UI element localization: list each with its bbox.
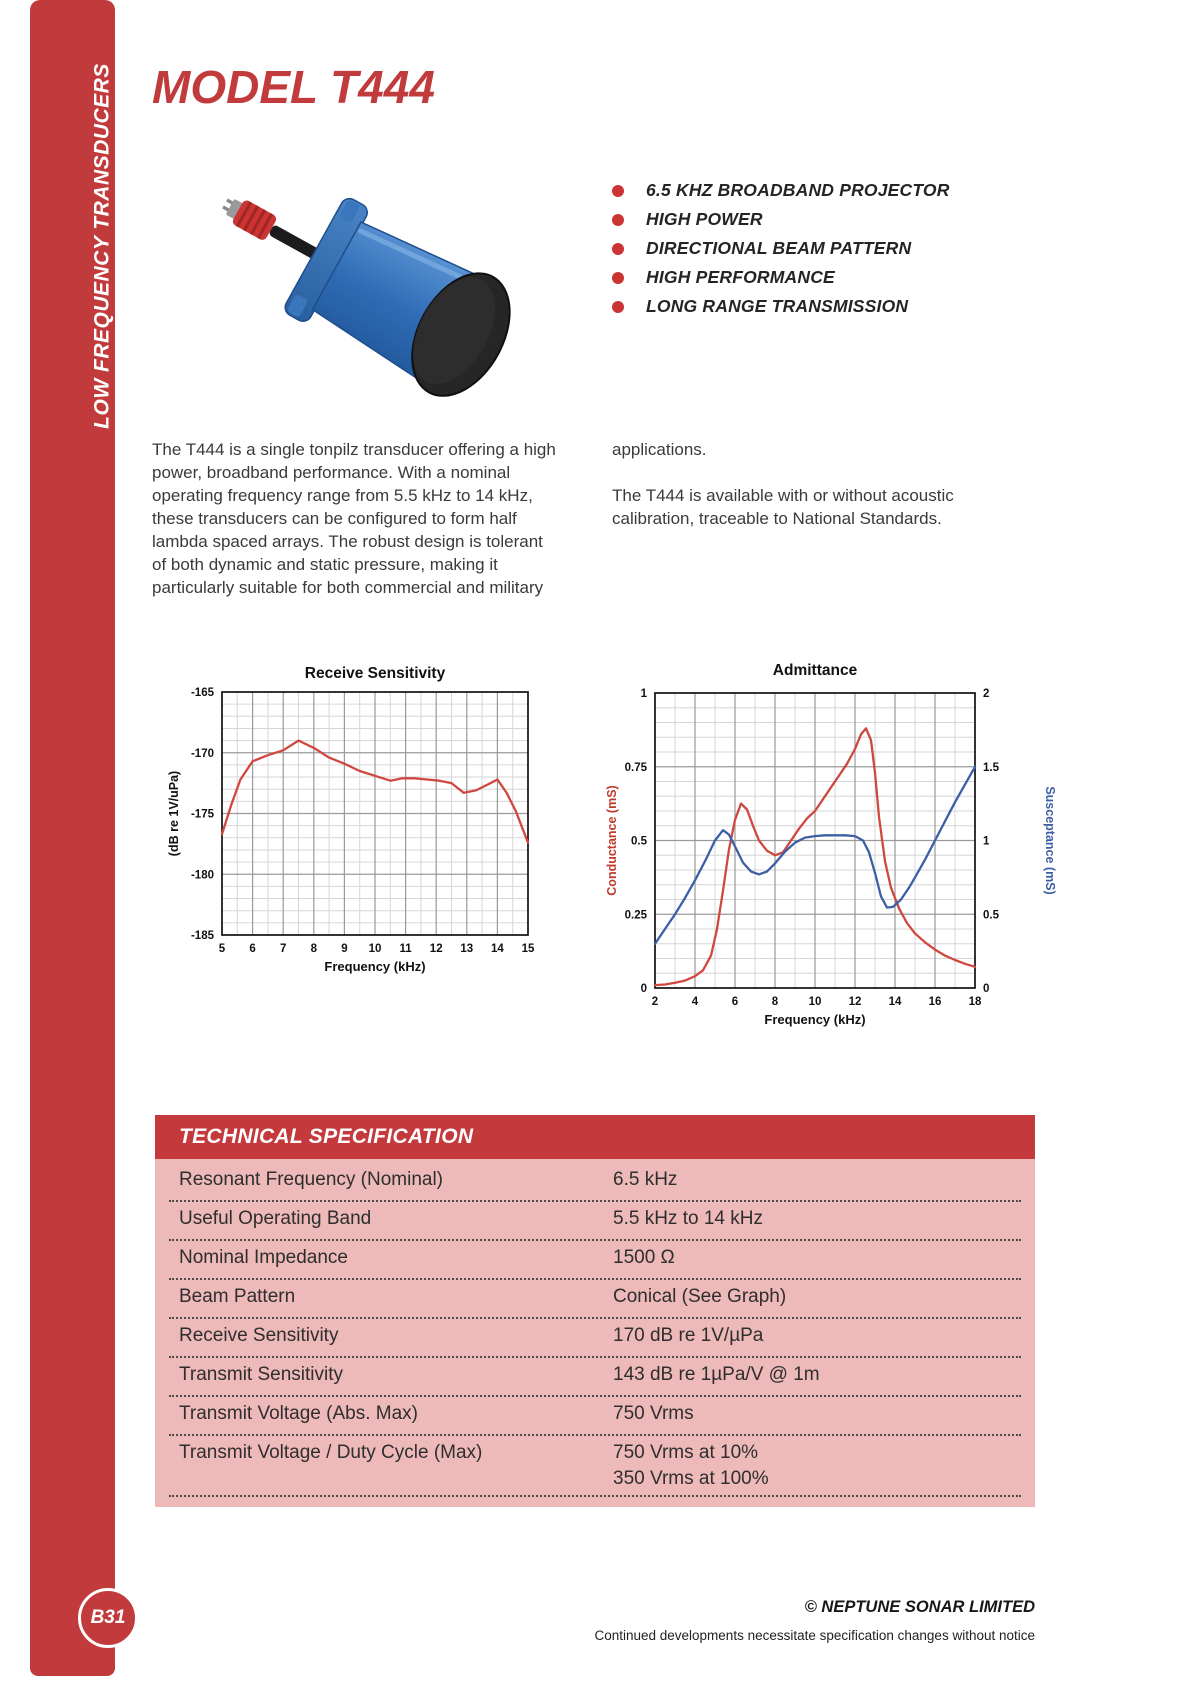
svg-text:(dB re 1V/uPa): (dB re 1V/uPa) bbox=[167, 770, 181, 857]
feature-label: DIRECTIONAL BEAM PATTERN bbox=[646, 238, 912, 258]
svg-text:10: 10 bbox=[808, 996, 822, 1008]
sidebar bbox=[30, 0, 115, 1676]
svg-text:Admittance: Admittance bbox=[772, 662, 858, 679]
svg-text:12: 12 bbox=[429, 943, 443, 955]
spec-row bbox=[169, 1397, 1021, 1436]
svg-text:1: 1 bbox=[640, 688, 647, 700]
feature-item bbox=[612, 292, 1052, 321]
svg-text:2: 2 bbox=[983, 688, 990, 700]
feature-label: HIGH PERFORMANCE bbox=[646, 267, 835, 287]
svg-text:5: 5 bbox=[218, 943, 226, 955]
svg-text:-170: -170 bbox=[190, 747, 214, 760]
svg-text:Susceptance (mS): Susceptance (mS) bbox=[1043, 786, 1057, 895]
feature-item bbox=[612, 205, 1052, 234]
svg-text:Conductance (mS): Conductance (mS) bbox=[605, 785, 619, 896]
feature-list bbox=[612, 176, 1052, 321]
bullet-icon bbox=[612, 243, 624, 255]
spec-header: TECHNICAL SPECIFICATION bbox=[155, 1115, 1035, 1159]
feature-item bbox=[612, 176, 1052, 205]
feature-label: LONG RANGE TRANSMISSION bbox=[646, 296, 909, 316]
product-photo bbox=[195, 168, 555, 448]
svg-text:0.5: 0.5 bbox=[983, 909, 999, 922]
svg-text:14: 14 bbox=[491, 943, 504, 955]
bullet-icon bbox=[612, 301, 624, 313]
svg-text:6: 6 bbox=[731, 996, 739, 1008]
spec-row bbox=[169, 1163, 1021, 1202]
page-number-badge: B31 bbox=[78, 1588, 138, 1648]
svg-text:14: 14 bbox=[888, 996, 902, 1008]
spec-row-label: Transmit Voltage (Abs. Max) bbox=[179, 1403, 418, 1424]
feature-item bbox=[612, 234, 1052, 263]
spec-panel bbox=[155, 1115, 1035, 1507]
svg-text:0.5: 0.5 bbox=[631, 835, 647, 848]
spec-row-label: Useful Operating Band bbox=[179, 1208, 372, 1229]
svg-text:Receive Sensitivity: Receive Sensitivity bbox=[304, 665, 446, 682]
svg-text:0: 0 bbox=[640, 983, 647, 995]
svg-text:8: 8 bbox=[310, 943, 318, 955]
svg-text:13: 13 bbox=[460, 943, 474, 955]
svg-text:1: 1 bbox=[983, 835, 990, 848]
svg-text:16: 16 bbox=[928, 996, 942, 1008]
transducer-illustration bbox=[195, 168, 555, 448]
svg-text:1.5: 1.5 bbox=[983, 761, 999, 774]
copyright: © NEPTUNE SONAR LIMITED bbox=[804, 1598, 1035, 1616]
receive-sensitivity-chart bbox=[162, 658, 572, 988]
svg-text:11: 11 bbox=[399, 943, 412, 955]
bullet-icon bbox=[612, 185, 624, 197]
spec-row-value: 6.5 kHz bbox=[613, 1169, 678, 1190]
bullet-icon bbox=[612, 214, 624, 226]
spec-row-label: Beam Pattern bbox=[179, 1286, 296, 1307]
svg-text:7: 7 bbox=[279, 943, 287, 955]
spec-row-value: 750 Vrms bbox=[613, 1403, 694, 1424]
spec-row bbox=[169, 1202, 1021, 1241]
spec-row bbox=[169, 1358, 1021, 1397]
description-col1: The T444 is a single tonpilz transducer offering a high power, broadband performance. With a nominal operating frequency range from 5.5 kHz to 14 kHz, these transducers can be configured to form half lambda spaced arrays. The robust design is tolerant of both dynamic and static pressure, making it particularly suitable for both commercial and military bbox=[152, 440, 556, 597]
spec-row bbox=[169, 1436, 1021, 1497]
svg-text:2: 2 bbox=[651, 996, 659, 1008]
spec-table bbox=[155, 1159, 1035, 1507]
description-col2-p2: The T444 is available with or without acoustic calibration, traceable to National Standards. bbox=[612, 486, 954, 528]
description-col2 bbox=[612, 438, 1012, 553]
svg-text:-180: -180 bbox=[190, 869, 214, 882]
sidebar-category-label: LOW FREQUENCY TRANSDUCERS bbox=[90, 63, 114, 429]
spec-row-value: 170 dB re 1V/µPa bbox=[613, 1325, 764, 1346]
description-col2-p1: applications. bbox=[612, 440, 707, 459]
spec-row bbox=[169, 1241, 1021, 1280]
svg-text:9: 9 bbox=[341, 943, 348, 955]
svg-text:Frequency (kHz): Frequency (kHz) bbox=[764, 1012, 866, 1027]
spec-row-label: Resonant Frequency (Nominal) bbox=[179, 1169, 444, 1190]
feature-item bbox=[612, 263, 1052, 292]
svg-text:Frequency (kHz): Frequency (kHz) bbox=[324, 959, 426, 974]
admittance-chart bbox=[600, 655, 1060, 1035]
page-title: MODEL T444 bbox=[152, 61, 435, 113]
spec-row-value: 750 Vrms at 10% 350 Vrms at 100% bbox=[613, 1442, 769, 1489]
svg-text:0: 0 bbox=[983, 983, 990, 995]
svg-text:15: 15 bbox=[521, 943, 535, 955]
svg-text:10: 10 bbox=[368, 943, 382, 955]
spec-row bbox=[169, 1319, 1021, 1358]
feature-label: 6.5 KHZ BROADBAND PROJECTOR bbox=[646, 180, 950, 200]
bullet-icon bbox=[612, 272, 624, 284]
feature-label: HIGH POWER bbox=[646, 209, 763, 229]
svg-text:0.25: 0.25 bbox=[624, 909, 647, 922]
spec-row-value: Conical (See Graph) bbox=[613, 1286, 787, 1307]
svg-text:18: 18 bbox=[968, 996, 982, 1008]
svg-text:-175: -175 bbox=[190, 808, 214, 821]
spec-row bbox=[169, 1280, 1021, 1319]
spec-row-label: Transmit Sensitivity bbox=[179, 1364, 343, 1385]
svg-text:8: 8 bbox=[771, 996, 779, 1008]
svg-text:4: 4 bbox=[691, 996, 699, 1008]
svg-text:6: 6 bbox=[249, 943, 256, 955]
footer-notice: Continued developments necessitate specification changes without notice bbox=[594, 1628, 1035, 1643]
svg-text:0.75: 0.75 bbox=[624, 761, 647, 774]
spec-row-label: Nominal Impedance bbox=[179, 1247, 348, 1268]
spec-row-value: 5.5 kHz to 14 kHz bbox=[613, 1208, 763, 1229]
spec-row-label: Transmit Voltage / Duty Cycle (Max) bbox=[179, 1442, 483, 1463]
svg-text:-165: -165 bbox=[190, 687, 214, 699]
spec-row-value: 1500 Ω bbox=[613, 1247, 675, 1268]
svg-text:12: 12 bbox=[848, 996, 862, 1008]
spec-row-label: Receive Sensitivity bbox=[179, 1325, 339, 1346]
spec-row-value: 143 dB re 1µPa/V @ 1m bbox=[613, 1364, 820, 1385]
svg-text:-185: -185 bbox=[190, 930, 214, 942]
